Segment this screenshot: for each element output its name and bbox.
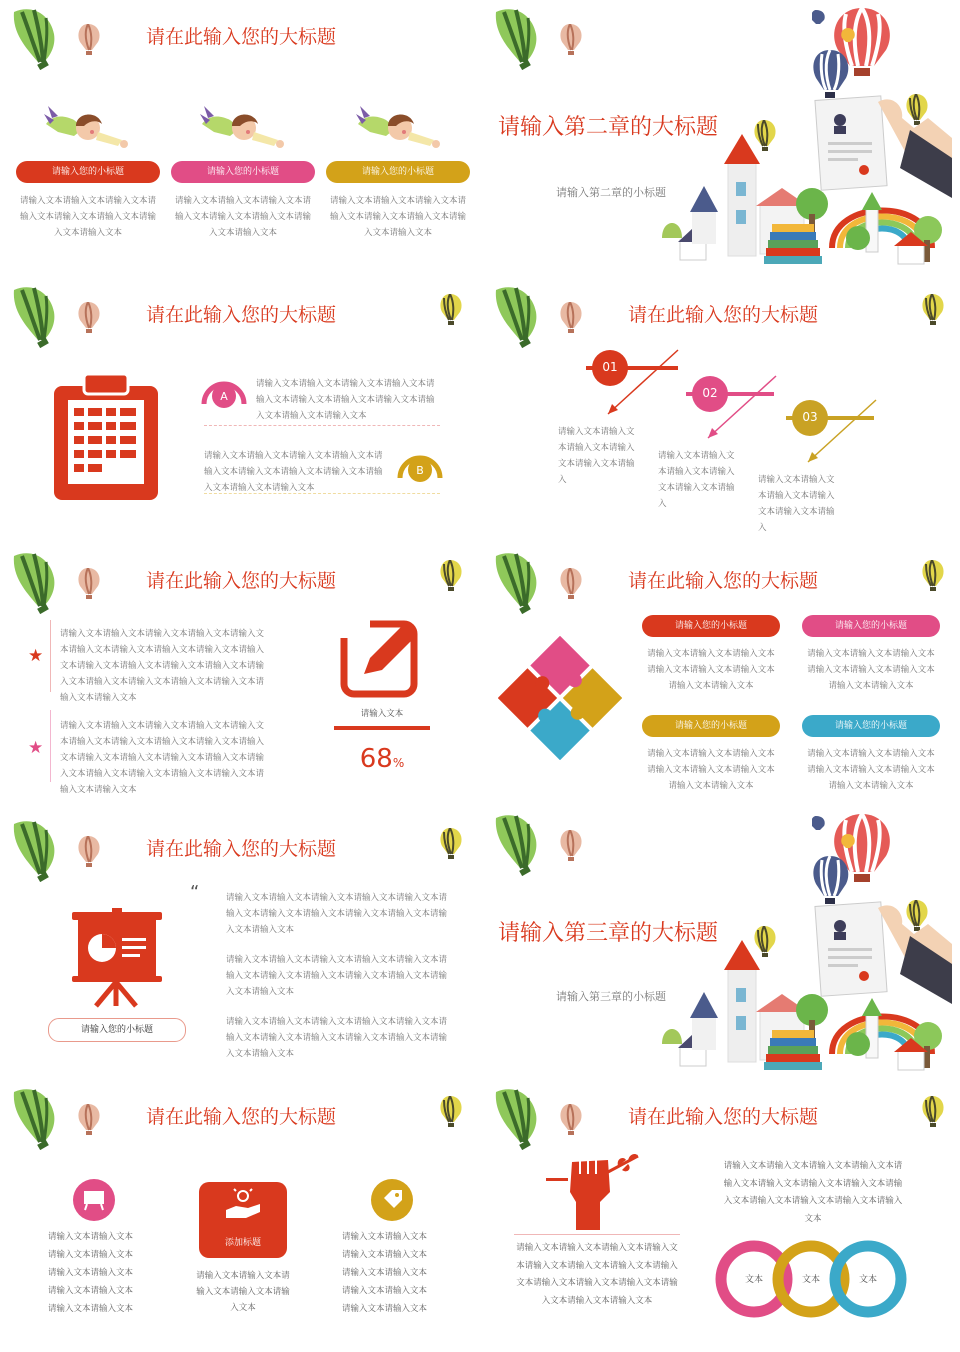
slide-title: 请在此输入您的大标题 [146,838,337,860]
step-01-marker-icon [582,346,688,418]
progress-bar [334,726,430,730]
slide-title: 请在此输入您的大标题 [628,1106,819,1128]
slide-6 [482,544,956,812]
brown-balloon-icon [560,1104,586,1138]
star-icon: ★ [28,738,44,758]
chapter-subtitle: 请输入第三章的小标题 [556,990,666,1003]
yellow-balloon-icon [440,560,466,594]
subtitle-pill: 请输入您的小标题 [802,715,940,737]
brown-balloon-icon [560,24,586,58]
step-03-marker-icon [782,396,882,466]
block-text: 请输入文本请输入文本请输入文本请输入文本请输入文本请输入文本请输入文本请输入文本请输入文本请输入文本请输入文本请输入文本请输入文本请输入文本请输入文本请输入文本请输入文本请输入文本请输入文本请输入文本请输入文本 [60,629,265,703]
item-text: 请输入文本请输入文本请输入文本请输入文本请输入文本请输入文本请输入文本请输入文本请输入文本请输入文本请输入文本 [204,451,383,493]
quote-mark-icon: “ [190,882,200,903]
brown-balloon-icon [78,24,104,58]
hot-air-balloons-icon [812,8,912,100]
slide-10 [482,1080,956,1348]
divider [204,425,440,426]
green-balloon-icon [490,814,540,876]
presentation-board-icon [72,908,162,1008]
clipboard-icon [54,374,158,500]
slide-title: 请在此输入您的大标题 [146,304,337,326]
column-text: 请输入文本请输入文本请输入文本请输入文本请输入文本请输入文本请输入文本请输入文本请输入文本请输入文本请输入文本请输入文本请输入文本请输入文本 [516,1243,678,1306]
brown-balloon-icon [560,568,586,602]
slide-title: 请在此输入您的大标题 [628,570,819,592]
percent-value: 68% [359,744,405,774]
step-text: 请输入文本请输入文本请输入文本请输入文本请输入文本请输入 [558,427,635,485]
add-title-label: 添加标题 [224,1238,261,1248]
green-balloon-icon [490,286,540,348]
subtitle-outline-pill: 请输入您的小标题 [48,1018,186,1042]
slide-4 [482,278,956,546]
fist-with-branch-icon [546,1152,646,1232]
slide-8 [482,806,956,1074]
slide-9 [0,1080,474,1348]
ring-label: 文本 [744,1275,763,1285]
slide-1 [0,0,474,268]
badge-letter: A [220,390,228,403]
step-number: 01 [602,360,618,374]
step-02-marker-icon [682,372,782,442]
tag-circle-icon [370,1178,414,1222]
column-text: 请输入文本请输入文本请输入文本请输入文本请输入文本请输入文本请输入文本请输入文本请输入文本请输入文本 [342,1232,428,1314]
subtitle-pill: 请输入您的小标题 [16,161,160,183]
slide-5 [0,544,474,812]
hot-air-balloons-icon [812,814,912,906]
subtitle-pill: 请输入您的小标题 [802,615,940,637]
green-balloon-icon [8,552,58,614]
divider-line [50,620,51,692]
ring-label: 文本 [858,1275,877,1285]
slide-title: 请在此输入您的大标题 [628,304,819,326]
green-balloon-icon [8,1088,58,1150]
card-body-text: 请输入文本请输入文本请输入文本请输入文本请输入文本请输入文本请输入文本请输入文本 [329,196,466,238]
brown-balloon-icon [560,302,586,336]
ring-label: 文本 [801,1275,820,1285]
card-body-text: 请输入文本请输入文本请输入文本请输入文本请输入文本请输入文本请输入文本请输入文本 [807,749,935,791]
item-text: 请输入文本请输入文本请输入文本请输入文本请输入文本请输入文本请输入文本请输入文本请输入文本请输入文本请输入文本 [256,379,435,421]
subtitle-pill: 请输入您的小标题 [642,715,780,737]
divider [204,493,440,494]
idea-hand-icon [224,1188,262,1222]
town-illustration-icon [652,894,956,1074]
yellow-balloon-icon [440,1096,466,1130]
yellow-balloon-icon [440,828,466,862]
subtitle-pill: 请输入您的小标题 [171,161,315,183]
slide-2 [482,0,956,268]
edit-pencil-icon [340,618,422,700]
slide-title: 请在此输入您的大标题 [146,570,337,592]
star-icon: ★ [28,646,44,666]
green-balloon-icon [8,8,58,70]
paragraph-text: 请输入文本请输入文本请输入文本请输入文本请输入文本请输入文本请输入文本请输入文本请输入文本请输入文本请输入文本请输入文本 [226,955,448,997]
yellow-balloon-icon [922,560,948,594]
column-text: 请输入文本请输入文本请输入文本请输入文本请输入文本请输入文本请输入文本请输入文本请输入文本请输入文本请输入文本请输入文本请输入文本 [723,1161,903,1224]
card-body-text: 请输入文本请输入文本请输入文本请输入文本请输入文本请输入文本请输入文本请输入文本 [19,196,156,238]
slide-3 [0,278,474,546]
slide-title: 请在此输入您的大标题 [146,1106,337,1128]
paragraph-text: 请输入文本请输入文本请输入文本请输入文本请输入文本请输入文本请输入文本请输入文本请输入文本请输入文本请输入文本请输入文本 [226,893,448,935]
chart-label: 请输入文本 [360,709,404,719]
subtitle-pill: 请输入您的小标题 [326,161,470,183]
subtitle-pill: 请输入您的小标题 [642,615,780,637]
yellow-balloon-icon [440,294,466,328]
step-text: 请输入文本请输入文本请输入文本请输入文本请输入文本请输入 [758,475,835,533]
kid-illustration-icon [356,102,446,160]
brown-balloon-icon [78,568,104,602]
column-text: 请输入文本请输入文本请输入文本请输入文本请输入文本 [196,1271,290,1313]
yellow-balloon-icon [922,294,948,328]
yellow-balloon-icon [922,1096,948,1130]
card-body-text: 请输入文本请输入文本请输入文本请输入文本请输入文本请输入文本请输入文本请输入文本 [174,196,311,238]
green-balloon-icon [490,552,540,614]
brown-balloon-icon [78,1104,104,1138]
green-balloon-icon [490,8,540,70]
green-balloon-icon [8,286,58,348]
green-balloon-icon [490,1088,540,1150]
step-number: 03 [802,410,818,424]
brown-balloon-icon [78,836,104,870]
step-text: 请输入文本请输入文本请输入文本请输入文本请输入文本请输入 [658,451,735,509]
card-body-text: 请输入文本请输入文本请输入文本请输入文本请输入文本请输入文本请输入文本请输入文本 [647,649,775,691]
kid-illustration-icon [200,102,290,160]
paragraph-text: 请输入文本请输入文本请输入文本请输入文本请输入文本请输入文本请输入文本请输入文本请输入文本请输入文本请输入文本请输入文本 [226,1017,448,1059]
chapter-title: 请输入第二章的大标题 [498,115,719,140]
easel-circle-icon [72,1178,116,1222]
chapter-subtitle: 请输入第二章的小标题 [556,186,666,199]
brown-balloon-icon [78,302,104,336]
block-text: 请输入文本请输入文本请输入文本请输入文本请输入文本请输入文本请输入文本请输入文本请输入文本请输入文本请输入文本请输入文本请输入文本请输入文本请输入文本请输入文本请输入文本请输入文本请输入文本请输入文本请输入文本 [60,721,265,795]
card-body-text: 请输入文本请输入文本请输入文本请输入文本请输入文本请输入文本请输入文本请输入文本 [807,649,935,691]
card-body-text: 请输入文本请输入文本请输入文本请输入文本请输入文本请输入文本请输入文本请输入文本 [647,749,775,791]
kid-illustration-icon [44,102,134,160]
green-balloon-icon [8,820,58,882]
brown-balloon-icon [560,830,586,864]
divider-line [50,710,51,782]
town-illustration-icon [652,88,956,268]
column-text: 请输入文本请输入文本请输入文本请输入文本请输入文本请输入文本请输入文本请输入文本请输入文本请输入文本 [48,1232,134,1314]
step-number: 02 [702,386,718,400]
slide-title: 请在此输入您的大标题 [146,26,337,48]
puzzle-pieces-icon [498,636,622,760]
badge-letter: B [416,464,424,477]
chapter-title: 请输入第三章的大标题 [498,921,719,946]
slide-7 [0,812,474,1080]
divider [514,1234,680,1235]
